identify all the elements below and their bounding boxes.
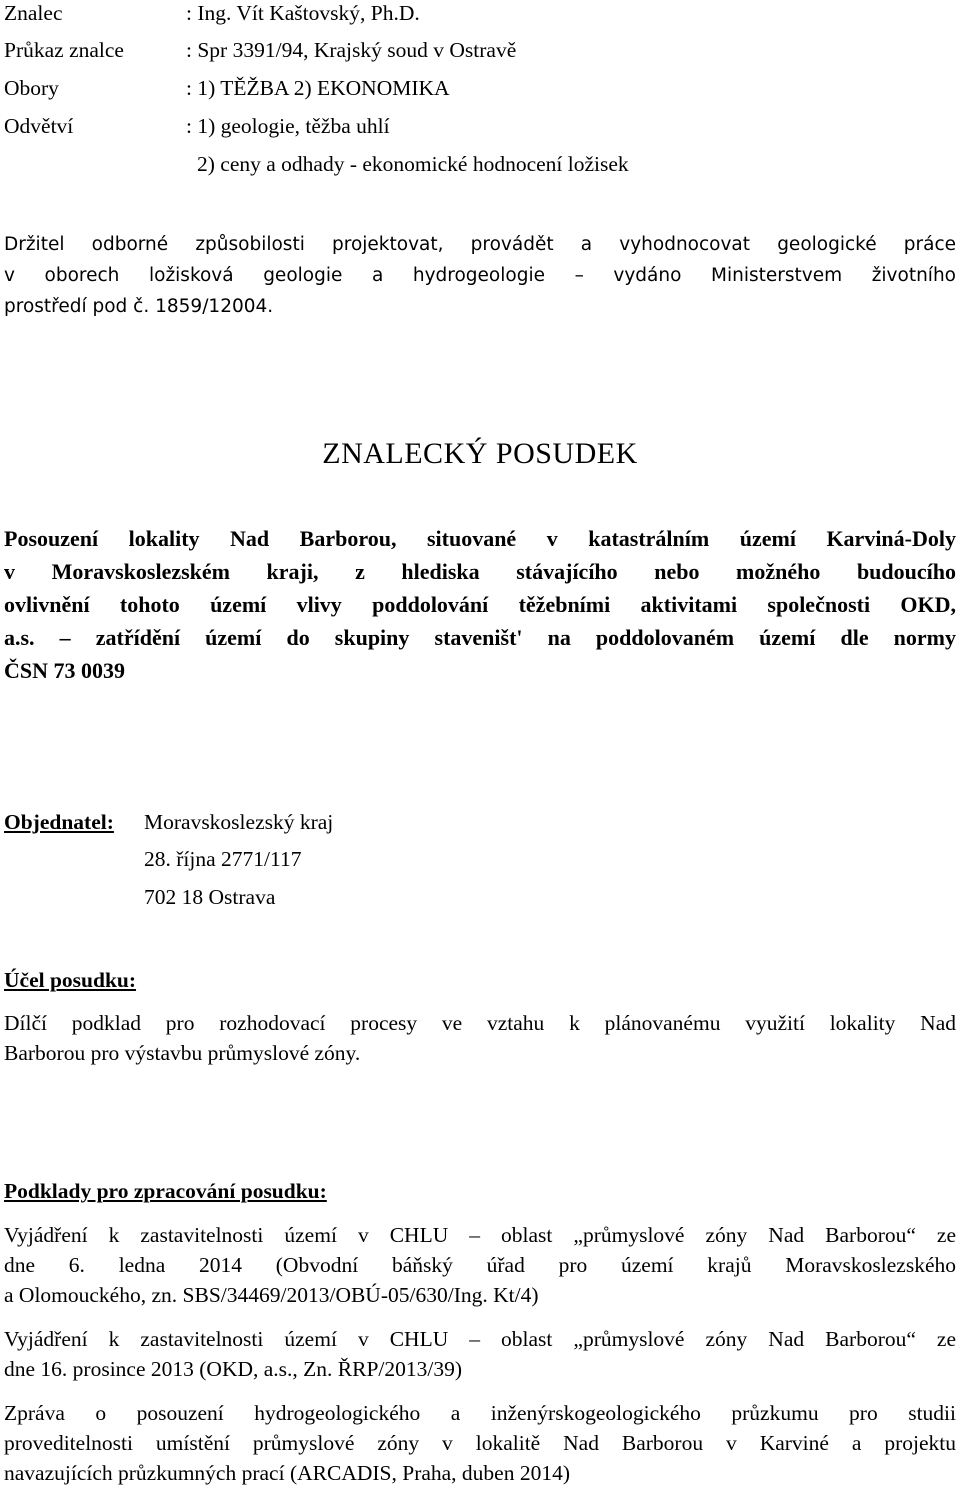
subject-line-2: v Moravskoslezském kraji, z hlediska stávajícího nebo možného budoucího xyxy=(4,559,956,584)
source-item-1 xyxy=(4,1220,956,1310)
source-2-line-1: Vyjádření k zastavitelnosti území v CHLU – oblast „průmyslové zóny Nad Barborou“ ze xyxy=(4,1327,956,1351)
branches-value-1: : 1) geologie, těžba uhlí xyxy=(186,114,390,138)
subject-line-5: ČSN 73 0039 xyxy=(4,658,126,683)
certification-line-3: prostředí pod č. 1859/12004. xyxy=(4,296,274,317)
subject-line-3: ovlivnění tohoto území vlivy poddolování těžebními aktivitami společnosti OKD, xyxy=(4,592,956,617)
purpose-line-1: Dílčí podklad pro rozhodovací procesy ve vztahu k plánovanému využití lokality Nad xyxy=(4,1011,956,1035)
certification-line-2: v oborech ložisková geologie a hydrogeologie – vydáno Ministerstvem životního xyxy=(4,265,956,286)
source-3-line-3: navazujících průzkumných prací (ARCADIS, Praha, duben 2014) xyxy=(4,1461,571,1485)
fields-label: Obory xyxy=(4,76,59,100)
source-item-3 xyxy=(4,1398,956,1488)
fields-value: : 1) TĚŽBA 2) EKONOMIKA xyxy=(186,76,450,100)
branches-value-2: 2) ceny a odhady - ekonomické hodnocení ložisek xyxy=(197,152,629,176)
expert-value: : Ing. Vít Kaštovský, Ph.D. xyxy=(186,1,420,25)
license-value: : Spr 3391/94, Krajský soud v Ostravě xyxy=(186,38,517,62)
client-label: Objednatel: xyxy=(4,810,114,834)
document-title: ZNALECKÝ POSUDEK xyxy=(322,437,638,470)
branches-label: Odvětví xyxy=(4,114,74,138)
source-3-line-1: Zpráva o posouzení hydrogeologického a inženýrskogeologického průzkumu pro studii xyxy=(4,1401,956,1425)
certification-line-1: Držitel odborné způsobilosti projektovat, provádět a vyhodnocovat geologické práce xyxy=(4,234,956,255)
source-item-2 xyxy=(4,1324,956,1384)
expert-label: Znalec xyxy=(4,1,63,25)
purpose-heading: Účel posudku: xyxy=(4,968,137,992)
subject-line-1: Posouzení lokality Nad Barborou, situované v katastrálním území Karviná-Doly xyxy=(4,526,956,551)
source-2-line-2: dne 16. prosince 2013 (OKD, a.s., Zn. ŘRP/2013/39) xyxy=(4,1357,463,1381)
purpose-line-2: Barborou pro výstavbu průmyslové zóny. xyxy=(4,1041,361,1065)
purpose-paragraph xyxy=(4,1008,956,1068)
sources-heading: Podklady pro zpracování posudku: xyxy=(4,1179,327,1203)
source-3-line-2: proveditelnosti umístění průmyslové zóny v lokalitě Nad Barborou v Karviné a projektu xyxy=(4,1431,956,1455)
source-1-line-2: dne 6. ledna 2014 (Obvodní báňský úřad pro území krajů Moravskoslezského xyxy=(4,1253,956,1277)
subject-line-4: a.s. – zatřídění území do skupiny staveništ' na poddolovaném území dle normy xyxy=(4,625,956,650)
client-street: 28. října 2771/117 xyxy=(144,847,302,871)
subject-paragraph xyxy=(4,522,956,687)
client-city: 702 18 Ostrava xyxy=(144,885,276,909)
source-1-line-1: Vyjádření k zastavitelnosti území v CHLU – oblast „průmyslové zóny Nad Barborou“ ze xyxy=(4,1223,956,1247)
license-label: Průkaz znalce xyxy=(4,38,124,62)
client-name: Moravskoslezský kraj xyxy=(144,810,334,834)
source-1-line-3: a Olomouckého, zn. SBS/34469/2013/OBÚ-05/630/Ing. Kt/4) xyxy=(4,1283,539,1307)
certification-paragraph xyxy=(4,229,956,322)
